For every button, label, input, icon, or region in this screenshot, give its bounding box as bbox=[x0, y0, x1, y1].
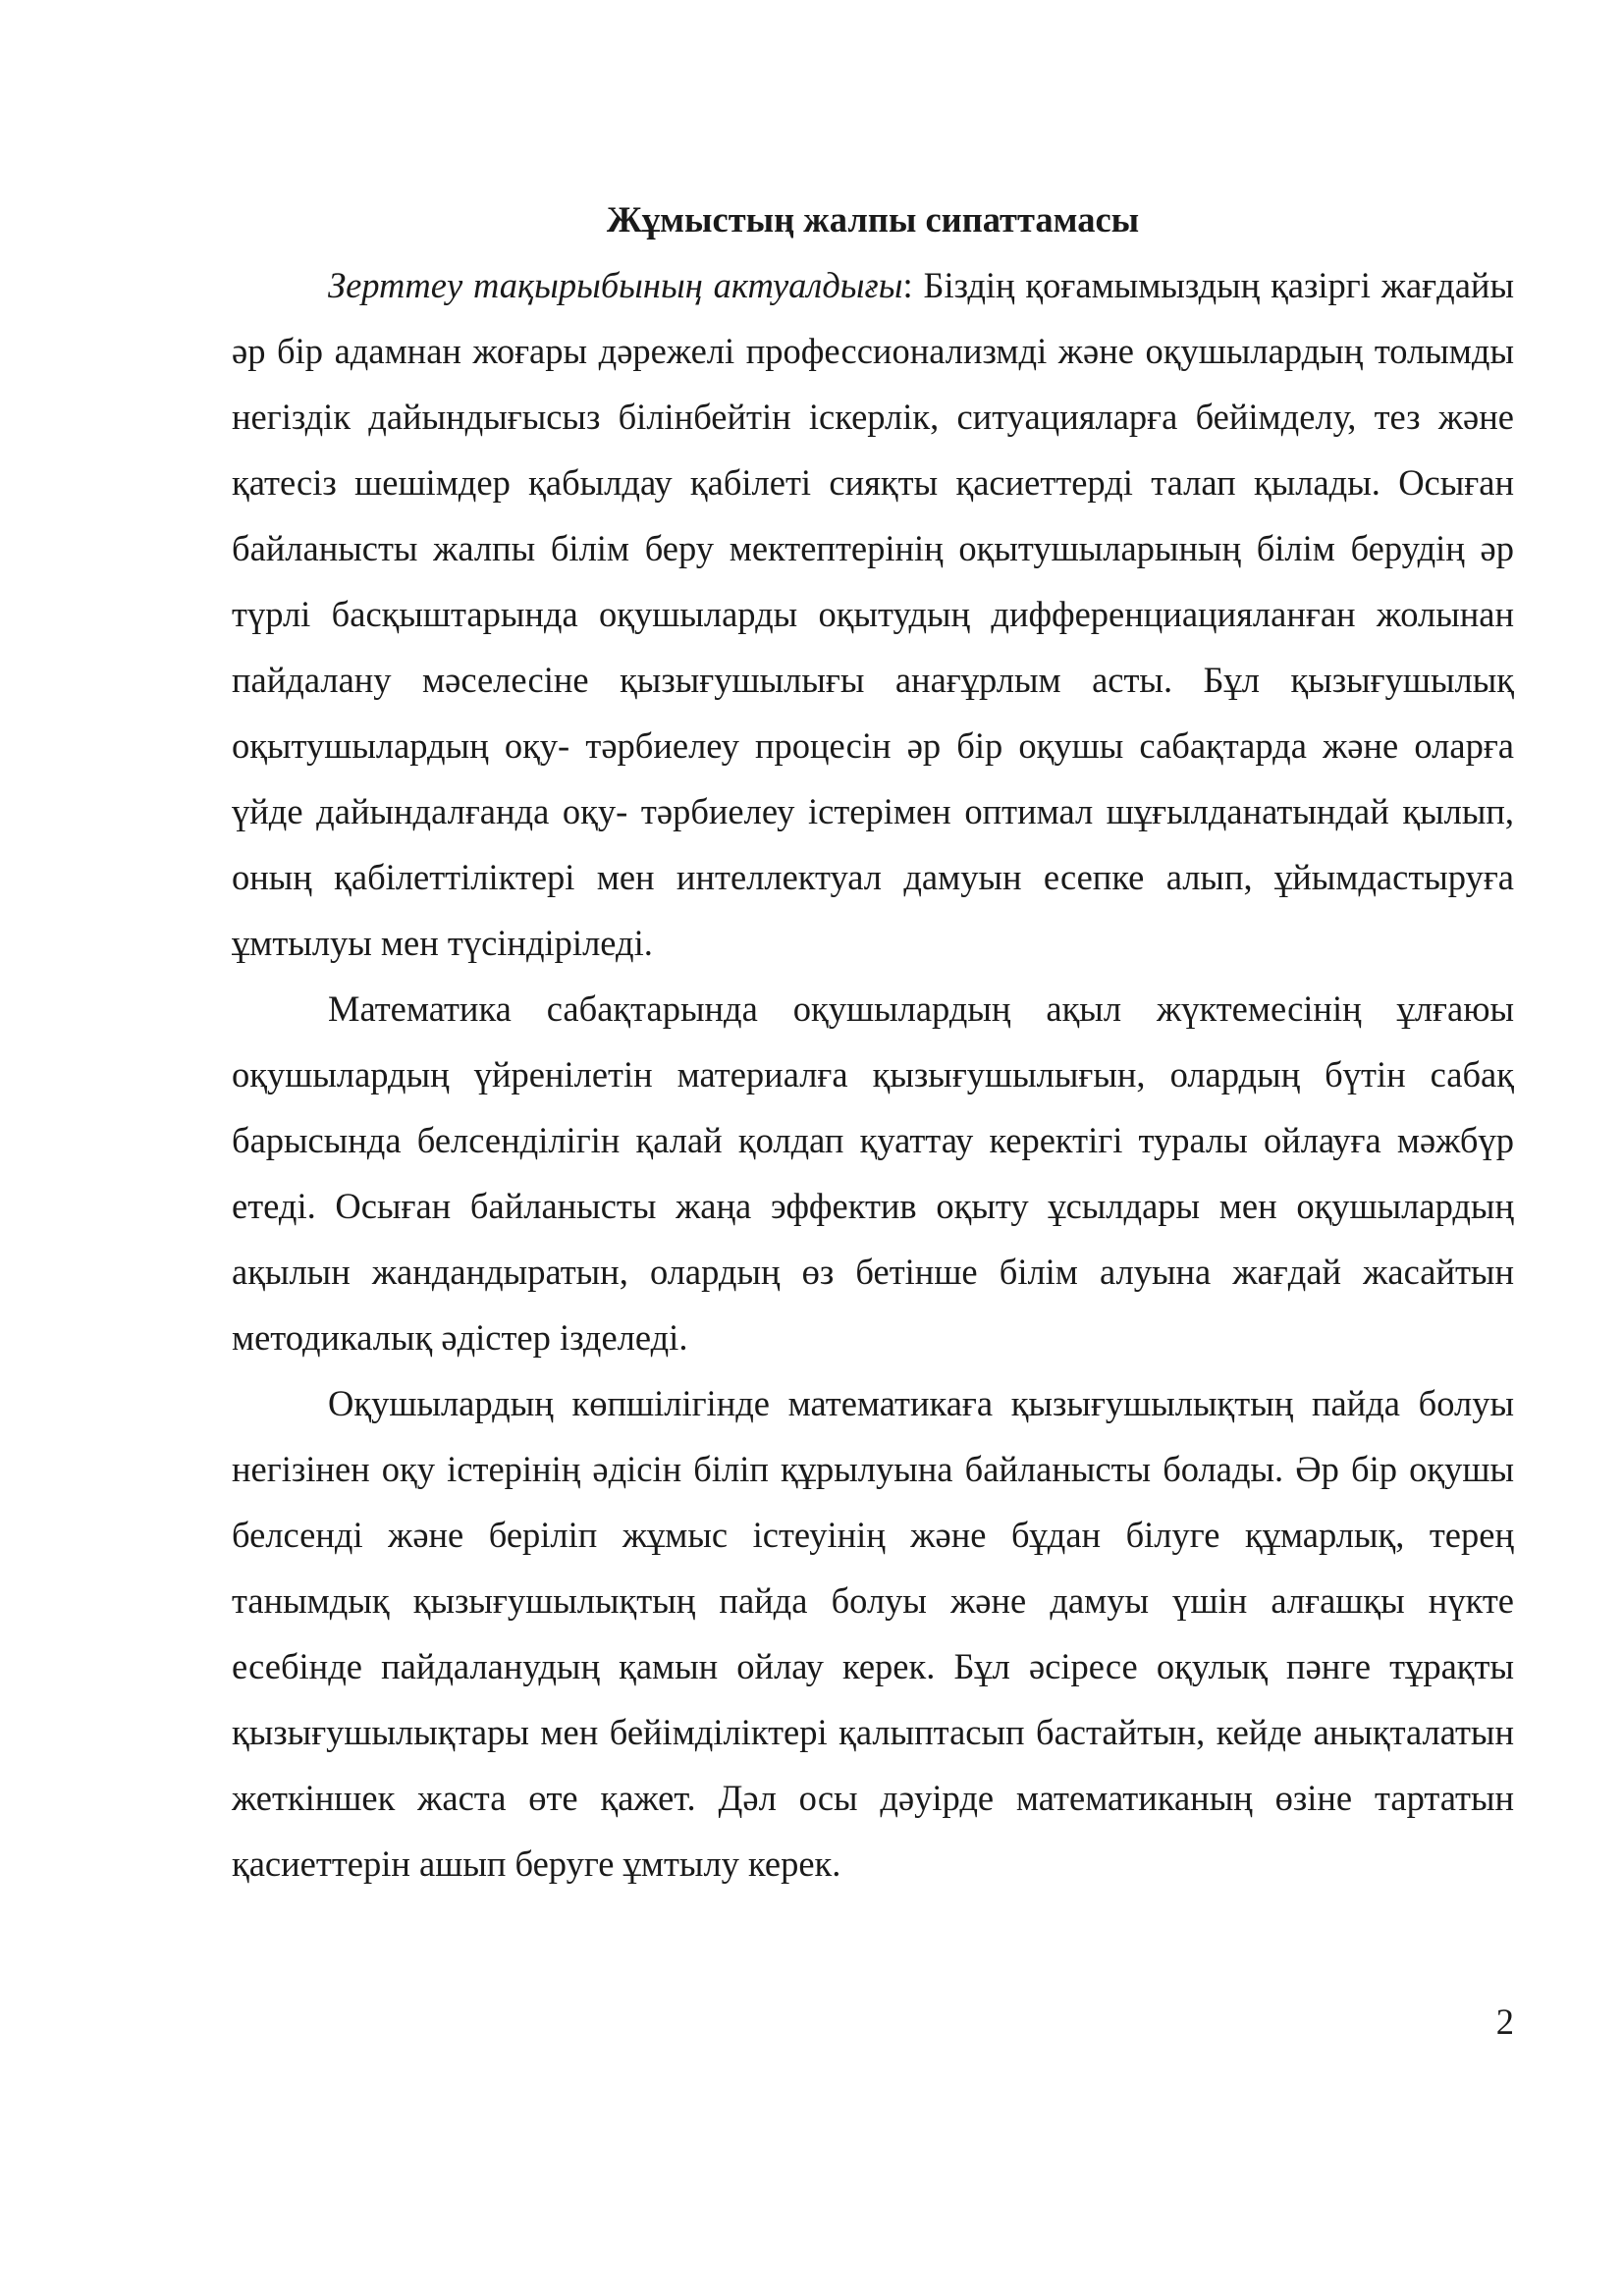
relevance-lead-separator: : bbox=[902, 265, 924, 305]
section-heading: Жұмыстың жалпы сипаттамасы bbox=[606, 199, 1140, 240]
paragraph-student-interest: Оқушылардың көпшілігінде математикаға қызығушылықтың пайда болуы негізінен оқу істерінің әдісін біліп құрылуына байланысты болады. Әр бір оқушы белсенді және беріліп жұмыс істеуінің және бұдан білуге құмарлық, терең танымдық қызығушылықтың пайда болуы және дамуы үшін алғашқы нүкте есебінде пайдаланудың қамын ойлау керек. Бұл әсіресе оқулық пәнге тұрақты қызығушылықтары мен бейімділіктері қалыптасып бастайтын, кейде анықталатын жеткіншек жаста өте қажет. Дәл осы дәуірде математиканың өзіне тартатын қасиеттерін ашып беруге ұмтылу керек. bbox=[232, 1383, 1514, 1884]
page-number: 2 bbox=[1495, 2002, 1514, 2042]
paragraph-relevance bbox=[232, 252, 1514, 976]
page-content bbox=[232, 187, 1514, 1896]
relevance-text: Біздің қоғамымыздың қазіргі жағдайы әр бір адамнан жоғары дәрежелі профессионализмді және оқушылардың толымды негіздік дайындығысыз білінбейтін іскерлік, ситуацияларға бейімделу, тез және қатесіз шешімдер қабылдау қабілеті сияқты қасиеттерді талап қылады. Осыған байланысты жалпы білім беру мектептерінің оқытушыларының білім берудің әр түрлі басқыштарында оқушыларды оқытудың дифференциацияланған жолынан пайдалану мәселесіне қызығушылығы анағұрлым асты. Бұл қызығушылық оқытушылардың оқу- тәрбиелеу процесін әр бір оқушы сабақтарда және оларға үйде дайындалғанда оқу- тәрбиелеу істерімен оптимал шұғылданатындай қылып, оның қабілеттіліктері мен интеллектуал дамуын есепке алып, ұйымдастыруға ұмтылуы мен түсіндіріледі. bbox=[232, 265, 1514, 963]
relevance-lead: Зерттеу тақырыбының актуалдығы bbox=[328, 265, 903, 305]
paragraph-mathematics-lessons: Математика сабақтарында оқушылардың ақыл жүктемесінің ұлғаюы оқушылардың үйренілетін материалға қызығушылығын, олардың бүтін сабақ барысында белсенділігін қалай қолдап қуаттау керектігі туралы ойлауға мәжбүр етеді. Осыған байланысты жаңа эффектив оқыту ұсылдары мен оқушылардың ақылын жандандыратын, олардың өз бетінше білім алуына жағдай жасайтын методикалық әдістер ізделеді. bbox=[232, 988, 1514, 1358]
